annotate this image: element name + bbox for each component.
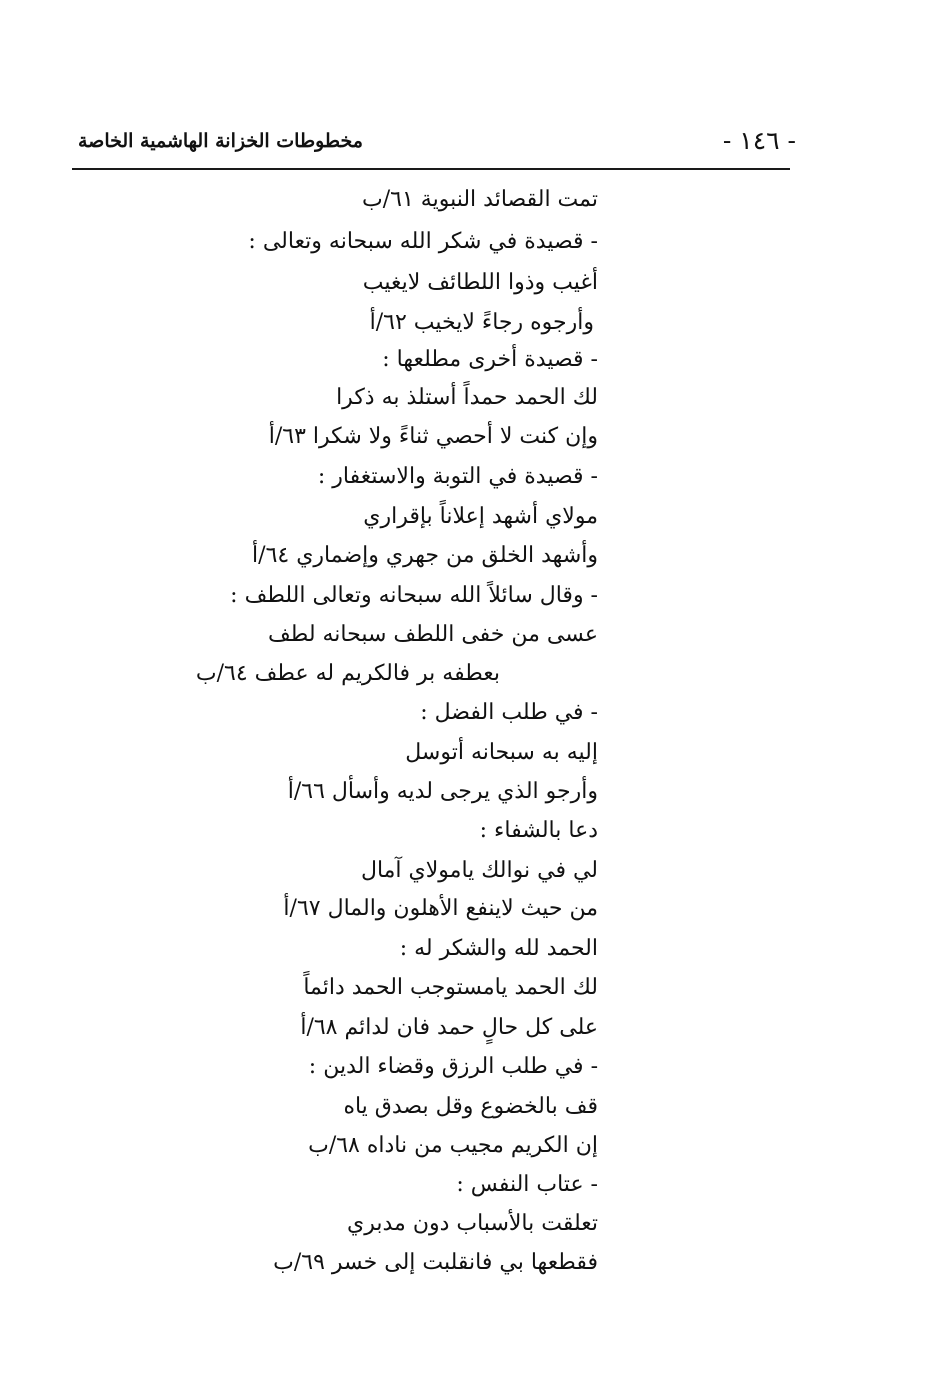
verse-second-hemistich: وأرجو الذي يرجى لديه وأسأل ٦٦/أ bbox=[287, 779, 598, 804]
verse-second-hemistich: بعطفه بر فالكريم له عطف ٦٤/ب bbox=[195, 661, 500, 686]
verse-second-hemistich: فقطعها بي فانقلبت إلى خسر ٦٩/ب bbox=[273, 1250, 598, 1275]
verse-second-hemistich: وأشهد الخلق من جهري وإضماري ٦٤/أ bbox=[252, 543, 598, 568]
text-line: - قصيدة في التوبة والاستغفار : bbox=[317, 464, 598, 489]
verse-first-hemistich: أغيب وذوا اللطائف لايغيب bbox=[362, 270, 598, 295]
text-line: دعا بالشفاء : bbox=[479, 818, 598, 843]
text-line: - قصيدة في شكر الله سبحانه وتعالى : bbox=[248, 229, 598, 254]
page-header bbox=[72, 122, 796, 166]
verse-first-hemistich: إليه به سبحانه أتوسل bbox=[405, 740, 598, 765]
verse-first-hemistich: لك الحمد يامستوجب الحمد دائماً bbox=[303, 975, 598, 1000]
verse-second-hemistich: وأرجوه رجاءً لايخيب ٦٢/أ bbox=[369, 310, 594, 335]
text-line: - في طلب الرزق وقضاء الدين : bbox=[308, 1054, 598, 1079]
running-title: مخطوطات الخزانة الهاشمية الخاصة bbox=[78, 130, 363, 152]
verse-first-hemistich: لي في نوالك يامولاي آمال bbox=[360, 858, 598, 883]
verse-first-hemistich: مولاي أشهد إعلاناً بإقراري bbox=[363, 504, 598, 529]
text-line: الحمد لله والشكر له : bbox=[399, 936, 598, 961]
text-line: - عتاب النفس : bbox=[456, 1172, 598, 1197]
text-line: - قصيدة أخرى مطلعها : bbox=[382, 347, 598, 372]
text-line: تمت القصائد النبوية ٦١/ب bbox=[362, 187, 598, 212]
header-rule bbox=[72, 168, 790, 170]
verse-first-hemistich: قف بالخضوع وقل بصدق ياه bbox=[343, 1094, 598, 1119]
text-line: - وقال سائلاً الله سبحانه وتعالى اللطف : bbox=[230, 583, 598, 608]
verse-first-hemistich: لك الحمد حمداً أستلذ به ذكرا bbox=[336, 385, 598, 410]
verse-first-hemistich: عسى من خفى اللطف سبحانه لطف bbox=[268, 622, 598, 647]
verse-second-hemistich: إن الكريم مجيب من ناداه ٦٨/ب bbox=[308, 1133, 598, 1158]
text-line: - في طلب الفضل : bbox=[420, 700, 598, 725]
verse-first-hemistich: تعلقت بالأسباب دون مدبري bbox=[347, 1211, 598, 1236]
verse-second-hemistich: على كل حالٍ حمد فان لدائم ٦٨/أ bbox=[300, 1015, 598, 1040]
verse-second-hemistich: من حيث لاينفع الأهلون والمال ٦٧/أ bbox=[283, 896, 598, 921]
verse-second-hemistich: وإن كنت لا أحصي ثناءً ولا شكرا ٦٣/أ bbox=[268, 424, 598, 449]
page-number: - ١٤٦ - bbox=[722, 126, 796, 155]
